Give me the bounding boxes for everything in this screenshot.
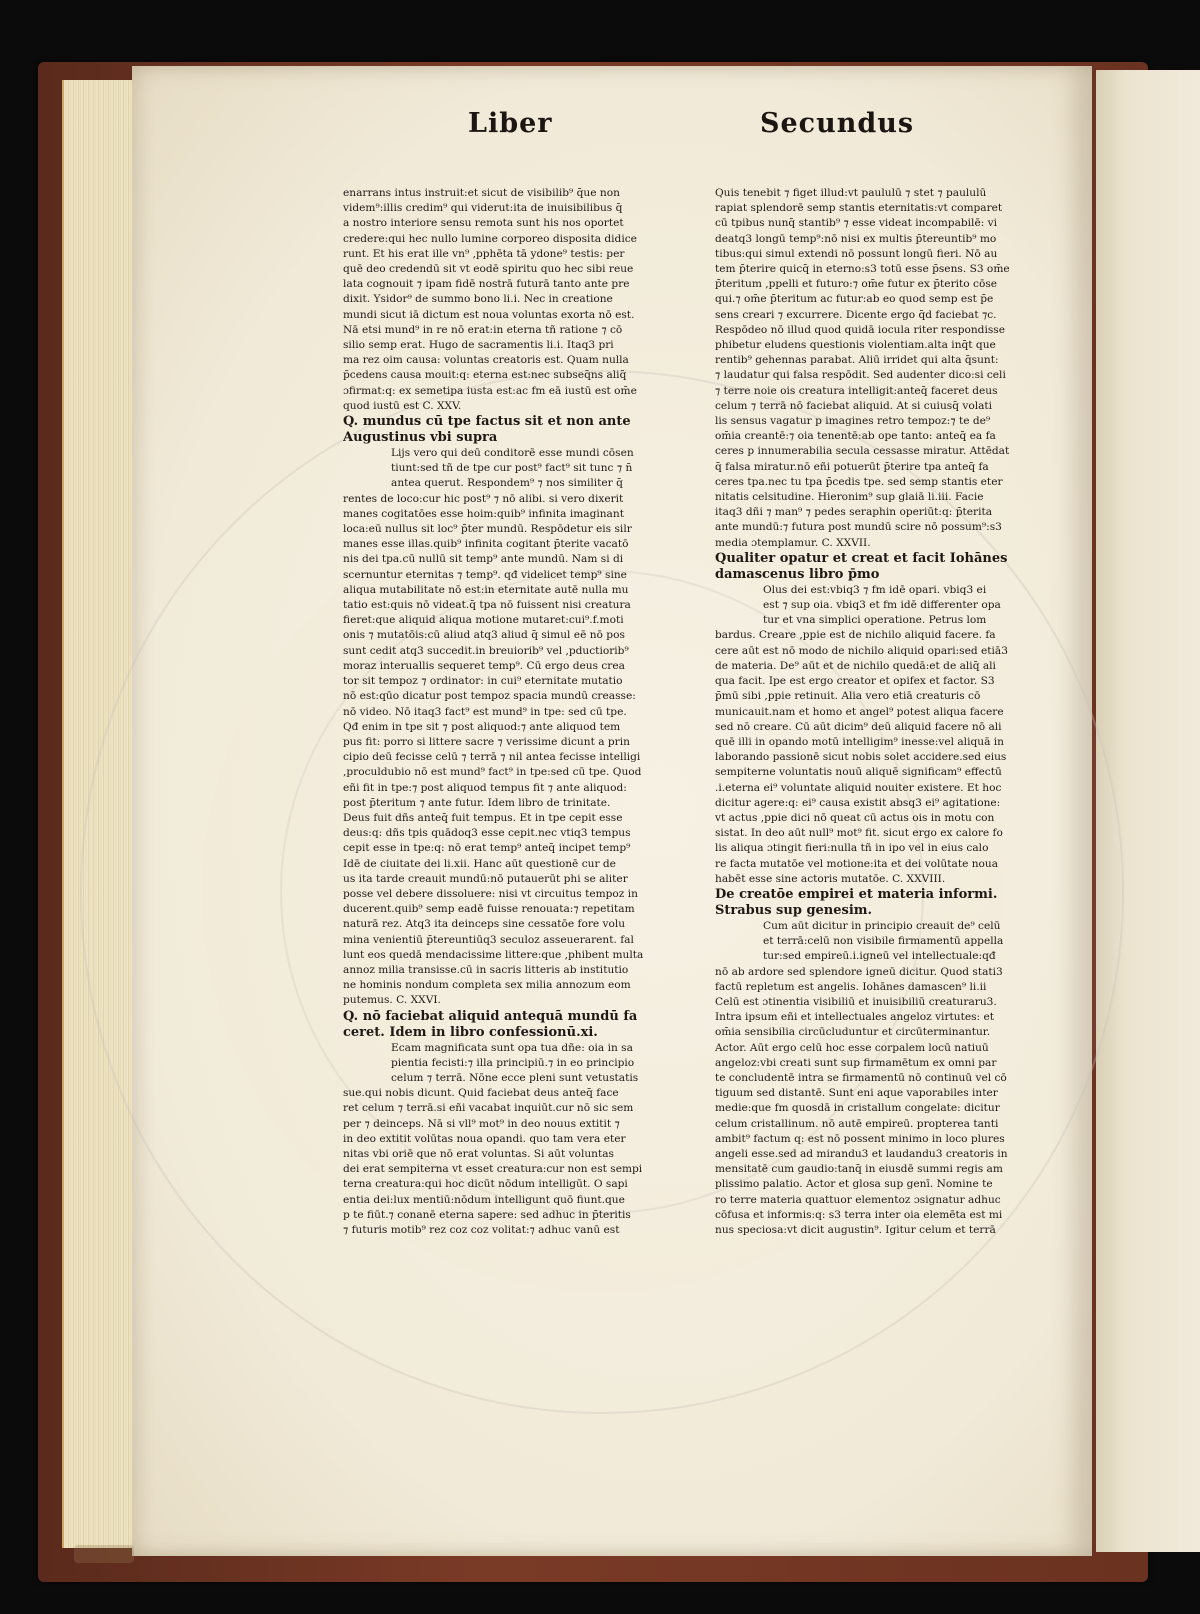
- text-line: tem p̄terire quicq̄ in eterno:s3 totū esse p̄sens. S3 om̄e: [715, 263, 1010, 276]
- text-line: de materia. De⁹ aūt et de nichilo quedā:et de aliq̄ ali: [715, 659, 996, 672]
- text-line: ducerent.quib⁹ semp eadē fuisse renouata:⁊ repetitam: [343, 903, 635, 916]
- text-line: runt. Et his erat ille vn⁹ ,pphēta tā ydone⁹ testis: per: [343, 247, 625, 260]
- text-line: quē deo credendū sit vt eodē spiritu quo hec sibi reue: [343, 263, 634, 276]
- chapter-heading-line: Q. mundus cū tpe factus sit et non ante: [343, 414, 631, 430]
- text-line: angeloz:vbi creati sunt sup firmamētum ex omni par: [715, 1056, 997, 1069]
- text-line: q̄ falsa miratur.nō eñi potuerūt p̄terire tpa anteq̄ fa: [715, 460, 989, 473]
- text-line: nitas vbi oriē que nō erat voluntas. Si aūt voluntas: [343, 1147, 614, 1160]
- text-line: nō video. Nō itaq3 fact⁹ est mund⁹ in tpe: sed cū tpe.: [343, 705, 627, 718]
- text-line: Deus fuit dñs anteq̄ fuit tempus. Et in tpe cepit esse: [343, 811, 623, 824]
- text-line: p̄teritum ,ppelli et futuro:⁊ om̄e futur ex p̄terito cōse: [715, 278, 998, 291]
- facing-page: [1096, 70, 1200, 1552]
- text-line: Intra ipsum eñi et intellectuales angeloz virtutes: et: [715, 1011, 995, 1024]
- text-line: celum cristallinum. nō autē empireū. propterea tanti: [715, 1117, 999, 1130]
- text-line: sempiterne voluntatis nouū aliquē significam⁹ effectū: [715, 766, 1002, 779]
- text-line: loca:eū nullus sit loc⁹ p̄ter mundū. Respōdetur eis silr: [343, 523, 632, 536]
- text-line: media ɔtemplamur. C. XXVII.: [715, 536, 871, 549]
- text-line: Qđ enim in tpe sit ⁊ post aliquod:⁊ ante aliquod tem: [343, 720, 621, 733]
- text-line: qua facit. Ipe est ergo creator et opifex et factor. S3: [715, 675, 995, 688]
- text-line: cepit esse in tpe:q: nō erat temp⁹ anteq̄ incipet temp⁹: [343, 842, 631, 855]
- text-line: rentes de loco:cur hic post⁹ ⁊ nō alibi. si vero dixerit: [343, 492, 624, 505]
- text-line: ⁊ futuris motib⁹ rez coz coz volitat:⁊ adhuc vanū est: [343, 1224, 620, 1236]
- text-line: dixit. Ysidor⁹ de summo bono li.i. Nec in creatione: [343, 293, 613, 306]
- text-line: phibetur eludens questionis violentiam.alta inq̄t que: [715, 339, 996, 352]
- text-line: om̄ia creantē:⁊ oia tenentē:ab ope tanto: anteq̄ ea fa: [715, 430, 996, 443]
- text-line: enarrans intus instruit:et sicut de visibilib⁹ q̄ue non: [343, 187, 620, 199]
- text-line: Quis tenebit ⁊ figet illud:vt paululū ⁊ stet ⁊ paululū: [715, 187, 987, 199]
- text-line: te concludentē intra se firmamentū nō continuū vel cō: [715, 1071, 1007, 1084]
- text-line: lunt eos quedā mendacissime littere:que ,phibent multa: [343, 948, 643, 961]
- text-line: qui.⁊ om̄e p̄teritum ac futur:ab eo quod semp est p̄e: [715, 293, 994, 306]
- text-line: naturā rez. Atq3 ita deinceps sine cessatōe fore volu: [343, 918, 626, 931]
- text-line: ro terre materia quattuor elementoz ɔsignatur adhuc: [715, 1193, 1001, 1206]
- text-line: terna creatura:qui hoc dicūt nōdum intelligūt. O sapi: [343, 1178, 628, 1191]
- text-line: Ecam magnificata sunt opa tua dñe: oia in sa: [391, 1041, 633, 1054]
- right-text-column: [715, 186, 1015, 1238]
- text-line: post p̄teritum ⁊ ante futur. Idem libro de trinitate.: [343, 796, 611, 809]
- text-line: manes cogitatōes esse hoim:quib⁹ infinita imaginant: [343, 507, 624, 520]
- text-line: ne hominis nondum completa sex milia annozum eom: [343, 979, 631, 992]
- chapter-heading-line: Q. nō faciebat aliquid antequā mundū fa: [343, 1008, 638, 1024]
- text-line: aliqua mutabilitate nō est:in eternitate autē nulla mu: [343, 583, 629, 596]
- text-line: plissimo palatio. Actor et glosa sup genī. Nomine te: [715, 1178, 993, 1191]
- text-line: ⁊ terre noie ois creatura intelligit:anteq̄ faceret deus: [715, 384, 998, 397]
- text-line: itaq3 dñi ⁊ man⁹ ⁊ pedes seraphin operiūt:q: p̄terita: [715, 506, 993, 519]
- text-line: entia dei:lux mentiū:nōdum intelligunt quō fiunt.que: [343, 1193, 625, 1206]
- text-line: factū repletum est angelis. Iohānes damascen⁹ li.ii: [715, 980, 987, 993]
- text-line: silio semp erat. Hugo de sacramentis li.i. Itaq3 pri: [343, 339, 614, 352]
- text-line: Olus dei est:vbiq3 ⁊ fm idē opari. vbiq3 ei: [763, 583, 987, 596]
- chapter-heading-line: Qualiter opatur et creat et facit Iohānes: [715, 550, 1008, 566]
- text-line: rapiat splendorē semp stantis eternitatis:vt comparet: [715, 202, 1003, 215]
- text-line: nus speciosa:vt dicit augustin⁹. Igitur celum et terrā: [715, 1224, 996, 1236]
- text-line: cipio deū fecisse celū ⁊ terrā ⁊ nil antea fecisse intelligi: [343, 751, 641, 764]
- text-line: in deo extitit volūtas noua opandi. quo tam vera eter: [343, 1132, 626, 1145]
- text-line: Nā etsi mund⁹ in re nō erat:in eterna tñ ratione ⁊ cō: [343, 323, 623, 336]
- text-line: lis sensus vagatur p imagines retro tempoz:⁊ te de⁹: [715, 415, 991, 428]
- text-line: ,proculdubio nō est mund⁹ fact⁹ in tpe:sed cū tpe. Quod: [343, 766, 642, 779]
- text-line: celum ⁊ terrā nō faciebat aliquid. At si cuiusq̄ volati: [715, 399, 993, 412]
- text-line: deus:q: dñs tpis quādoq3 esse cepit.nec vtiq3 tempus: [343, 827, 631, 840]
- text-line: a nostro interiore sensu remota sunt his nos oportet: [343, 217, 624, 230]
- text-line: tiguum sed distantē. Sunt eni aque vaporabiles inter: [715, 1087, 998, 1100]
- text-line: quē illi in opando motū intelligim⁹ inesse:vel aliquā in: [715, 735, 1004, 748]
- text-line: nō ab ardore sed splendore igneū dicitur. Quod stati3: [715, 965, 1003, 978]
- text-line: sens creari ⁊ excurrere. Dicente ergo q̄d faciebat ⁊c.: [715, 308, 997, 321]
- text-line: tiunt:sed tñ de tpe cur post⁹ fact⁹ sit tunc ⁊ n̄: [391, 462, 633, 475]
- text-line: mundi sicut iā dictum est noua voluntas exorta nō est.: [343, 308, 635, 321]
- text-line: municauit.nam et homo et angel⁹ potest aliqua facere: [715, 705, 1004, 718]
- text-line: habēt esse sine actoris mutatōe. C. XXVIII.: [715, 872, 946, 885]
- text-line: annoz milia transisse.cū in sacris litteris ab institutio: [343, 963, 629, 976]
- text-line: ma rez oim causa: voluntas creatoris est. Quam nulla: [343, 354, 629, 367]
- text-line: cōfusa et informis:q: s3 terra inter oia elemēta est mi: [715, 1208, 1003, 1221]
- text-line: lata cognouit ⁊ ipam fidē nostrā futurā tanto ante pre: [343, 278, 630, 291]
- text-line: ⁊ laudatur qui falsa respōdit. Sed audenter dico:si celi: [715, 369, 1006, 382]
- text-line: tor sit tempoz ⁊ ordinator: in cui⁹ eternitate mutatio: [343, 675, 623, 688]
- text-line: us ita tarde creauit mundū:nō putauerūt phi se aliter: [343, 872, 628, 885]
- text-line: mina venientiū p̄tereuntiūq3 seculoz asseuerarent. fal: [343, 933, 634, 946]
- running-head-right: Secundus: [760, 108, 915, 139]
- text-line: nitatis celsitudine. Hieronim⁹ sup glaiā li.iii. Facie: [715, 491, 984, 504]
- text-line: antea querut. Respondem⁹ ⁊ nos similiter q̄: [391, 477, 623, 490]
- text-line: ambit⁹ factum q: est nō possent minimo in loco plures: [715, 1132, 1005, 1145]
- text-line: ɔfirmat:q: ex semetipa iusta est:ac fm eā iustū est om̄e: [343, 384, 637, 397]
- text-line: pus fit: porro si littere sacre ⁊ verissime dicunt a prin: [343, 735, 630, 748]
- text-line: laborando passionē sicut nobis solet accidere.sed eius: [715, 751, 1007, 764]
- text-line: nō est:qūo dicatur post tempoz spacia mundū creasse:: [343, 690, 636, 703]
- text-line: quod iustū est C. XXV.: [343, 399, 462, 412]
- left-text-column: [343, 186, 643, 1238]
- text-line: p te fiūt.⁊ conanē eterna sapere: sed adhuc in p̄teritis: [343, 1208, 631, 1221]
- text-line: tur et vna simplici operatione. Petrus lom: [763, 614, 987, 627]
- text-line: tatio est:quis nō videat.q̄ tpa nō fuissent nisi creatura: [343, 599, 631, 612]
- text-line: Respōdeo nō illud quod quidā iocula riter respondisse: [715, 323, 1005, 336]
- chapter-heading-line: ceret. Idem in libro confessionū.xi.: [343, 1024, 598, 1040]
- text-line: deatq3 longū temp⁹:nō nisi ex multis p̄tereuntib⁹ mo: [715, 232, 997, 245]
- text-line: medie:que fm quosdā in cristallum congelate: dicitur: [715, 1102, 1000, 1115]
- text-line: posse vel debere dissoluere: nisi vt circuitus tempoz in: [343, 887, 638, 900]
- text-line: putemus. C. XXVI.: [343, 994, 441, 1007]
- text-line: Lijs vero qui deū conditorē esse mundi cōsen: [391, 447, 634, 460]
- text-line: sunt cedit atq3 succedit.in breuiorib⁹ vel ,pductiorib⁹: [343, 644, 629, 657]
- chapter-heading-line: Strabus sup genesim.: [715, 902, 873, 918]
- text-line: celum ⁊ terrā. Nōne ecce pleni sunt vetustatis: [391, 1071, 639, 1084]
- text-line: manes esse illas.quib⁹ infinita cogitant p̄terite vacatō: [343, 538, 629, 551]
- text-line: Cum aūt dicitur in principio creauit de⁹ celū: [763, 919, 1001, 932]
- running-head-left: Liber: [468, 108, 553, 139]
- text-line: et terrā:celū non visibile firmamentū appella: [763, 935, 1004, 948]
- text-line: sue.qui nobis dicunt. Quid faciebat deus anteq̄ face: [343, 1087, 619, 1100]
- text-line: Idē de ciuitate dei li.xii. Hanc aūt questionē cur de: [343, 857, 616, 870]
- text-line: eñi fit in tpe:⁊ post aliquod tempus fit ⁊ ante aliquod:: [343, 781, 627, 794]
- text-line: moraz interuallis sequeret temp⁹. Cū ergo deus crea: [343, 659, 625, 672]
- text-line: videm⁹:illis credim⁹ qui viderut:ita de inuisibilibus q̄: [343, 202, 623, 215]
- chapter-heading-line: Augustinus vbi supra: [343, 430, 498, 446]
- text-line: ceres tpa.nec tu tpa p̄cedis tpe. sed semp stantis eter: [715, 475, 1003, 488]
- text-line: rentib⁹ gehennas parabat. Aliū irridet qui alta q̄sunt:: [715, 354, 999, 367]
- chapter-heading-line: De creatōe empirei et materia informi.: [715, 886, 998, 902]
- page-stain: [74, 1545, 134, 1563]
- text-line: bardus. Creare ,ppie est de nichilo aliquid facere. fa: [715, 629, 996, 642]
- text-line: cū tpibus nunq̄ stantib⁹ ⁊ esse videat incompabilē: vi: [715, 217, 998, 230]
- text-line: ceres p innumerabilia secula cessasse miratur. Attēdat: [715, 445, 1010, 458]
- text-line: onis ⁊ mutatōis:cū aliud atq3 aliud q̄ simul eē nō pos: [343, 629, 625, 642]
- text-line: .i.eterna ei⁹ voluntate aliquid nouiter existere. Et hoc: [715, 781, 1002, 794]
- text-line: fieret:que aliquid aliqua motione mutaret:cui⁹.f.moti: [343, 614, 624, 627]
- text-line: per ⁊ deinceps. Nā si vll⁹ mot⁹ in deo nouus extitit ⁊: [343, 1117, 620, 1130]
- text-line: nis dei tpa.cū nullū sit temp⁹ ante mundū. Nam si di: [343, 553, 624, 566]
- text-line: tibus:qui simul extendi nō possunt longū fieri. Nō au: [715, 247, 998, 260]
- text-line: est ⁊ sup oia. vbiq3 et fm idē differenter opa: [763, 599, 1001, 612]
- chapter-heading-line: damascenus libro p̄mo: [715, 566, 880, 582]
- text-line: cere aūt est nō modo de nichilo aliquid opari:sed etiā3: [715, 644, 1008, 657]
- text-line: p̄cedens causa mouit:q: eterna est:nec subseq̄ns aliq̄: [343, 369, 627, 382]
- text-line: lis aliqua ɔtingit fieri:nulla tñ in ipo vel in eius calo: [715, 842, 989, 855]
- text-line: vt actus ,ppie dici nō queat cū actus ois in motu con: [715, 811, 995, 824]
- text-line: angeli esse.sed ad mirandu3 et laudandu3 creatoris in: [715, 1147, 1008, 1160]
- text-line: Actor. Aūt ergo celū hoc esse corpalem locū natiuū: [715, 1041, 989, 1054]
- text-line: dicitur agere:q: ei⁹ causa existit absq3 ei⁹ agitatione:: [715, 796, 1001, 809]
- text-line: scernuntur eternitas ⁊ temp⁹. qđ videlicet temp⁹ sine: [343, 568, 627, 581]
- text-line: sistat. In deo aūt null⁹ mot⁹ fit. sicut ergo ex calore fo: [715, 827, 1003, 840]
- text-line: credere:qui hec nullo lumine corporeo disposita didice: [343, 232, 637, 245]
- text-line: ante mundū:⁊ futura post mundū scire nō possum⁹:s3: [715, 521, 1002, 534]
- text-line: pientia fecisti:⁊ illa principiū.⁊ in eo principio: [391, 1056, 635, 1069]
- text-line: re facta mutatōe vel motione:ita et dei volūtate noua: [715, 857, 999, 870]
- text-line: sed nō creare. Cū aūt dicim⁹ deū aliquid facere nō ali: [715, 720, 1002, 733]
- text-line: Celū est ɔtinentia visibiliū et inuisibiliū creaturaru3.: [715, 995, 997, 1008]
- text-line: tur:sed empireū.i.igneū vel intellectuale:qđ: [763, 950, 996, 963]
- text-line: dei erat sempiterna vt esset creatura:cur non est sempi: [343, 1163, 643, 1176]
- text-line: p̄mū sibi ,ppie retinuit. Alia vero etiā creaturis cō: [715, 690, 981, 703]
- text-line: om̄ia sensibilia circūcluduntur et circūterminantur.: [715, 1026, 991, 1039]
- text-line: ret celum ⁊ terrā.si eñi vacabat inquiūt.cur nō sic sem: [343, 1102, 634, 1115]
- text-line: mensitatē cum gaudio:tanq̄ in eiusdē summi regis am: [715, 1163, 1003, 1176]
